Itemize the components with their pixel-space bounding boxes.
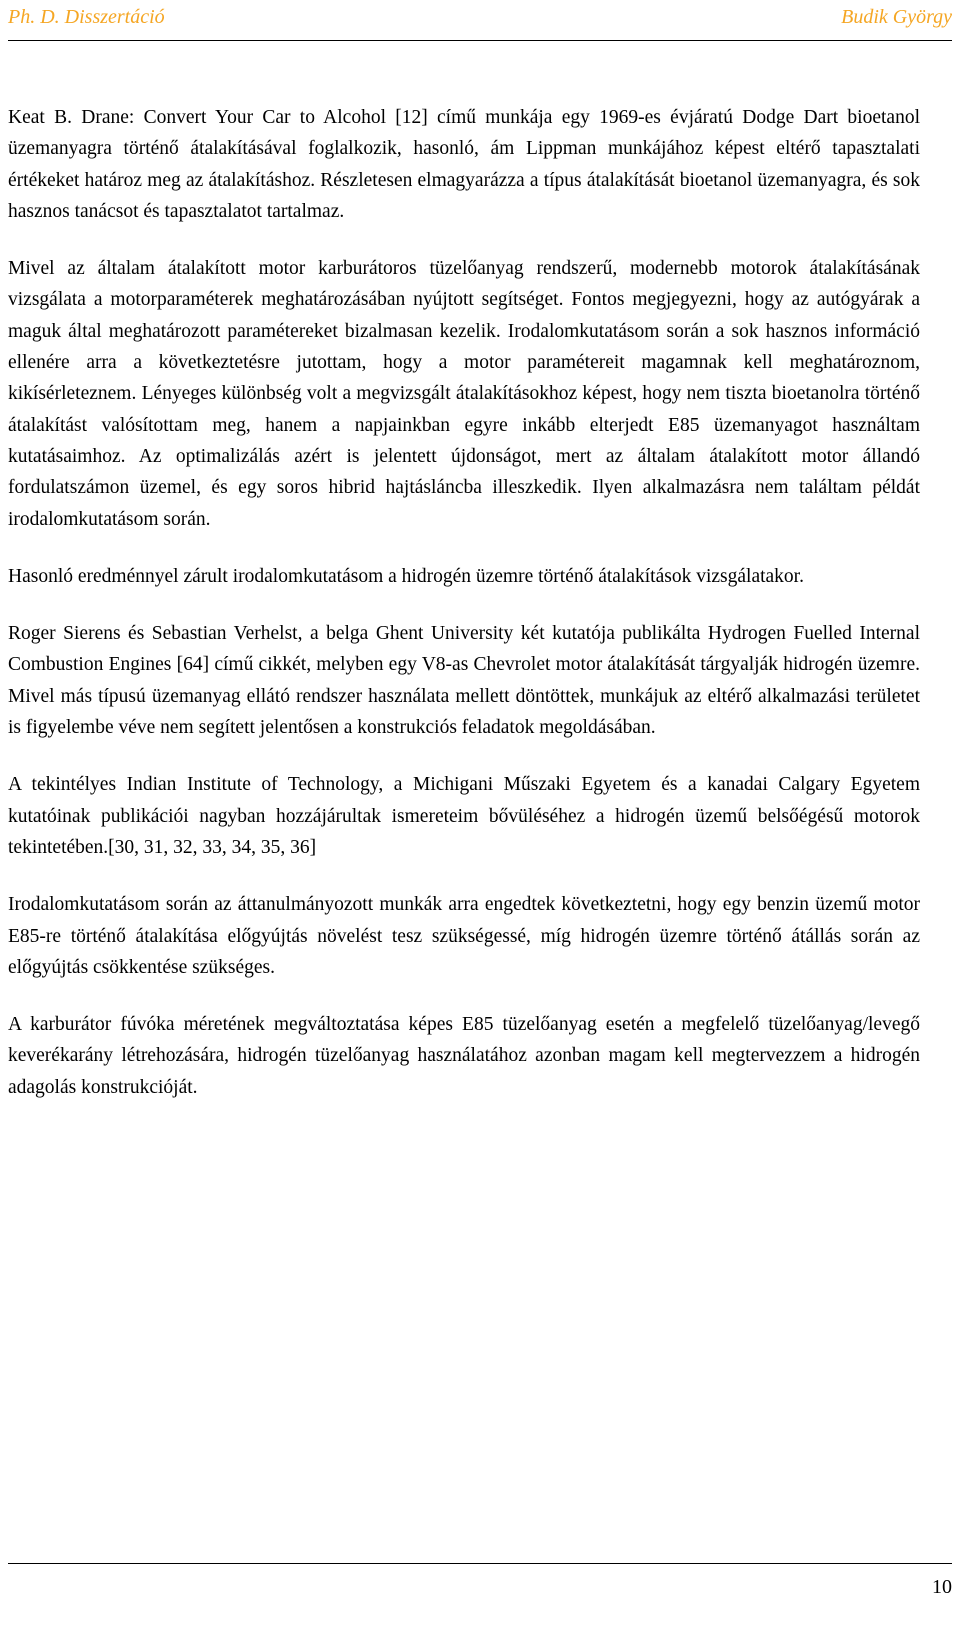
header-title: Ph. D. Disszertáció [8, 6, 165, 28]
page-header [8, 0, 952, 41]
paragraph-3: Hasonló eredménnyel zárult irodalomkutatásom a hidrogén üzemre történő átalakítások vizsgálatakor. [8, 565, 804, 587]
paragraph-7: A karburátor fúvóka méretének megváltoztatása képes E85 tüzelőanyag esetén a megfelelő tüzelőanyag/levegő keverékarány létrehozására, hidrogén tüzelőanyag használatához azonban magam kell megtervezzem a hidrogén adagolás konstrukcióját. [8, 1014, 920, 1098]
document-body [8, 102, 920, 1129]
paragraph-5: A tekintélyes Indian Institute of Technology, a Michigani Műszaki Egyetem és a kanadai Calgary Egyetem kutatóinak publikációi nagyban hozzájárultak ismereteim bővüléséhez a hidrogén üzemű belsőégésű motorok tekintetében.[30, 31, 32, 33, 34, 35, 36] [8, 774, 920, 858]
header-author: Budik György [841, 6, 952, 28]
footer-divider [8, 1563, 952, 1564]
paragraph-2: Mivel az általam átalakított motor karburátoros tüzelőanyag rendszerű, modernebb motorok átalakításának vizsgálata a motorparaméterek meghatározásában nyújtott segítséget. Fontos megjegyezni, hogy az autógyárak a maguk által meghatározott paramétereket bizalmasan kezelik. Irodalomkutatásom során a sok hasznos információ ellenére arra a következtetésre jutottam, hogy a motor paramétereit magamnak kell meghatároznom, kikísérleteznem. Lényeges különbség volt a megvizsgált átalakításokhoz képest, hogy nem tiszta bioetanolra történő átalakítást valósítottam meg, hanem a napjainkban egyre inkább elterjedt E85 üzemanyagot használtam kutatásaimhoz. Az optimalizálás azért is jelentett újdonságot, mert az általam átalakított motor állandó fordulatszámon üzemel, és egy soros hibrid hajtásláncba illeszkedik. Ilyen alkalmazásra nem találtam példát irodalomkutatásom során. [8, 258, 920, 530]
paragraph-4: Roger Sierens és Sebastian Verhelst, a belga Ghent University két kutatója publikálta Hydrogen Fuelled Internal Combustion Engines [64] című cikkét, melyben egy V8-as Chevrolet motor átalakítását tárgyalják hidrogén üzemre. Mivel más típusú üzemanyag ellátó rendszer használata mellett döntöttek, munkájuk az eltérő alkalmazási területet is figyelembe véve nem segített jelentősen a konstrukciós feladatok megoldásában. [8, 623, 920, 739]
page-number: 10 [932, 1576, 952, 1598]
paragraph-6: Irodalomkutatásom során az áttanulmányozott munkák arra engedtek következtetni, hogy egy benzin üzemű motor E85-re történő átalakítása előgyújtás növelést tesz szükségessé, míg hidrogén üzemre történő átállás során az előgyújtás csökkentése szükséges. [8, 894, 920, 978]
paragraph-1: Keat B. Drane: Convert Your Car to Alcohol [12] című munkája egy 1969-es évjáratú Dodge Dart bioetanol üzemanyagra történő átalakításával foglalkozik, hasonló, ám Lippman munkájához képest eltérő tapasztalati értékeket határoz meg az átalakításhoz. Részletesen elmagyarázza a típus átalakítását bioetanol üzemanyagra, és sok hasznos tanácsot és tapasztalatot tartalmaz. [8, 107, 920, 222]
